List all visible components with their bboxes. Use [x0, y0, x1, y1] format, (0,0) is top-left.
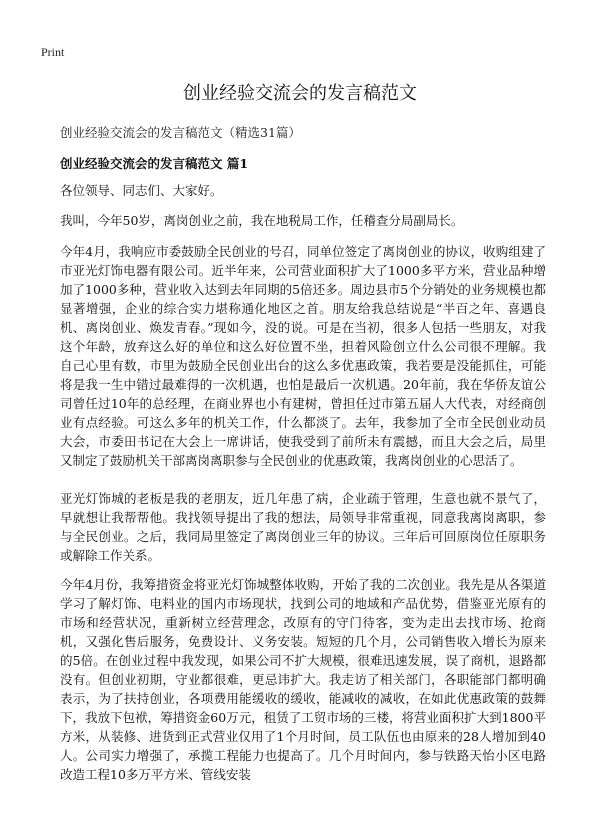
section-heading: 创业经验交流会的发言稿范文 篇1 [60, 156, 249, 171]
paragraph-body: 今年4月，我响应市委鼓励全民创业的号召，同单位签定了离岗创业的协议，收购组建了市亚光灯饰电器有限公司。近半年来，公司营业面积扩大了1000多平方米，营业品种增加了1000多种，营业收入达到去年同期的5倍还多。周边县市5个分销处的业务规模也都显著增强，企业的综合实力堪称通化地区之首。朋友给我总结说是“半百之年、喜遇良机、离岗创业、焕发青春。”现如今，没的说。可是在当初，很多人包括一些朋友，对我这个年龄，放弃这么好的单位和这么好位置不坐，担着风险创立什么公司很不理解。我自己心里有数，市里为鼓励全民创业出台的这么多优惠政策，我若要是没能抓住，可能将是我一生中错过最难得的一次机遇，也怕是最后一次机遇。20年前，我在华侨友谊公司曾任过10年的总经理，在商业界也小有建树，曾担任过市第五届人大代表，对经商创业有点经验。可这么多年的机关工作，什么都淡了。去年，我参加了全市全民创业动员大会，市委田书记在大会上一席讲话，使我受到了前所未有震撼，而且大会之后，局里又制定了鼓励机关干部离岗离职参与全民创业的优惠政策，我离岗创业的心思活了。 [60, 244, 546, 468]
document-subtitle: 创业经验交流会的发言稿范文（精选31篇） [60, 125, 301, 140]
paragraph-body: 今年4月份，我筹措资金将亚光灯饰城整体收购，开始了我的二次创业。我先是从各渠道学习了解灯饰、电料业的国内市场现状，找到公司的地域和产品优势，借鉴亚光原有的市场和经营状况，重新树立经营理念，改原有的守门待客，变为走出去找市场、抢商机，又强化售后服务，免费设计、义务安装。短短的几个月，公司销售收入增长为原来的5倍。在创业过程中我发现，如果公司不扩大规模，很难迅速发展，误了商机，退路都没有。但创业初期，守业都很难，更忌讳扩大。我走访了相关部门，各职能部门都明确表示，为了扶持创业，各项费用能缓收的缓收，能减收的减收，在如此优惠政策的鼓舞下，我放下包袱，筹措资金60万元，租赁了工贸市场的三楼，将营业面积扩大到1800平方米，从装修、进货到正式营业仅用了1个月时间，员工队伍也由原来的28人增加到40人。公司实力增强了，承揽工程能力也提高了。几个月时间内，参与铁路天怡小区电路改造工程10多万平方米、管线安装 [60, 577, 546, 782]
print-link[interactable]: Print [41, 45, 65, 59]
paragraph-self-intro: 我叫，今年50岁，离岗创业之前，我在地税局工作，任稽查分局副局长。 [60, 213, 464, 228]
paragraph-greeting: 各位领导、同志们、大家好。 [60, 183, 223, 198]
document-title: 创业经验交流会的发言稿范文 [183, 83, 417, 104]
paragraph-body: 亚光灯饰城的老板是我的老朋友，近几年患了病，企业疏于管理，生意也就不景气了，早就想让我帮帮他。我找领导提出了我的想法，局领导非常重视，同意我离岗离职，参与全民创业。之后，我同局里签定了离岗创业三年的协议。三年后可回原岗位任原职务或解除工作关系。 [60, 491, 546, 563]
